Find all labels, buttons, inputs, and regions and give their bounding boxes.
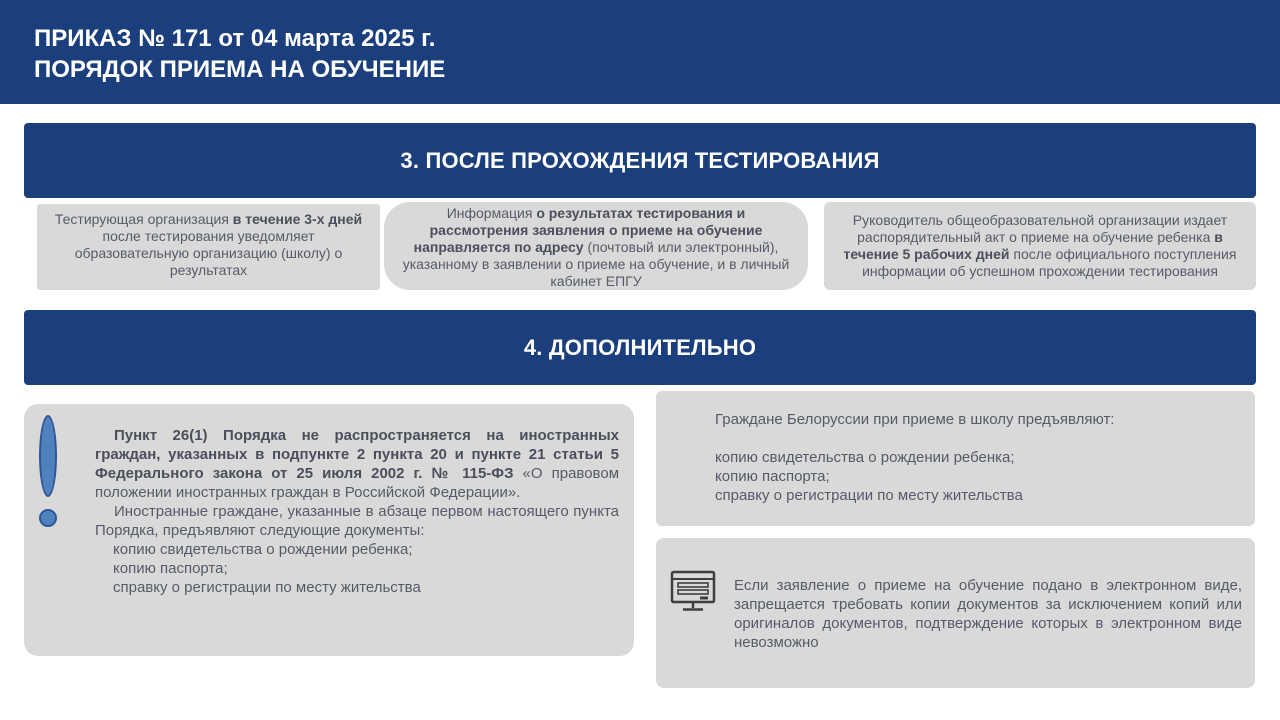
section-3-title: 3. ПОСЛЕ ПРОХОЖДЕНИЯ ТЕСТИРОВАНИЯ	[400, 147, 880, 173]
clause-paragraph: Пункт 26(1) Порядка не распространяется на иностранных граждан, указанных в подпункте 2 пункта 20 и пункте 21 статьи 5 Федерального закона от 25 июля 2002 г. № 115-ФЗ «О правовом положении иностранных граждан в Российской Федерации».	[95, 427, 620, 501]
list-item: копию паспорта;	[715, 468, 830, 485]
electronic-application-text: Если заявление о приеме на обучение подано в электронном виде, запрещается требовать копии документов за исключением копий или оригиналов документов, подтверждение которых в электронном виде невозможно	[734, 577, 1242, 651]
list-item: справку о регистрации по месту жительства	[715, 487, 1023, 504]
exclamation-dot-icon	[39, 509, 57, 527]
belarus-intro: Граждане Белоруссии при приеме в школу предъявляют:	[715, 411, 1115, 428]
info-box-results	[384, 202, 808, 290]
info-box-admission-act	[824, 202, 1256, 290]
order-subtitle: ПОРЯДОК ПРИЕМА НА ОБУЧЕНИЕ	[34, 56, 446, 83]
list-item: копию свидетельства о рождении ребенка;	[113, 541, 413, 558]
order-title: ПРИКАЗ № 171 от 04 марта 2025 г.	[34, 25, 436, 52]
belarus-citizens-text	[715, 410, 1235, 505]
section-4-banner	[24, 310, 1256, 385]
list-item: копию паспорта;	[113, 560, 228, 577]
list-item: справку о регистрации по месту жительства	[113, 579, 421, 596]
list-item: копию свидетельства о рождении ребенка;	[715, 449, 1015, 466]
header-bar	[0, 0, 1280, 104]
monitor-form-icon	[670, 570, 716, 612]
exclamation-icon	[39, 415, 57, 497]
section-3-banner	[24, 123, 1256, 198]
foreign-citizens-text	[95, 426, 619, 597]
info-box-results-text: Информация о результатах тестирования и рассмотрения заявления о приеме на обучение направляется по адресу (почтовый или электронный), указанному в заявлении о приеме на обучение, и в личный кабинет ЕПГУ	[402, 204, 790, 289]
documents-paragraph: Иностранные граждане, указанные в абзаце первом настоящего пункта Порядка, предъявляют следующие документы:	[95, 503, 619, 539]
section-4-title: 4. ДОПОЛНИТЕЛЬНО	[523, 334, 757, 360]
info-box-notification-text: Тестирующая организация в течение 3-х дней после тестирования уведомляет образовательную организацию (школу) о результатах	[54, 211, 363, 278]
info-box-admission-act-text: Руководитель общеобразовательной организации издает распорядительный акт о приеме на обучение ребенка в течение 5 рабочих дней после официального поступления информации об успешном прохождении тестирования	[843, 212, 1237, 279]
info-box-notification	[37, 204, 380, 290]
